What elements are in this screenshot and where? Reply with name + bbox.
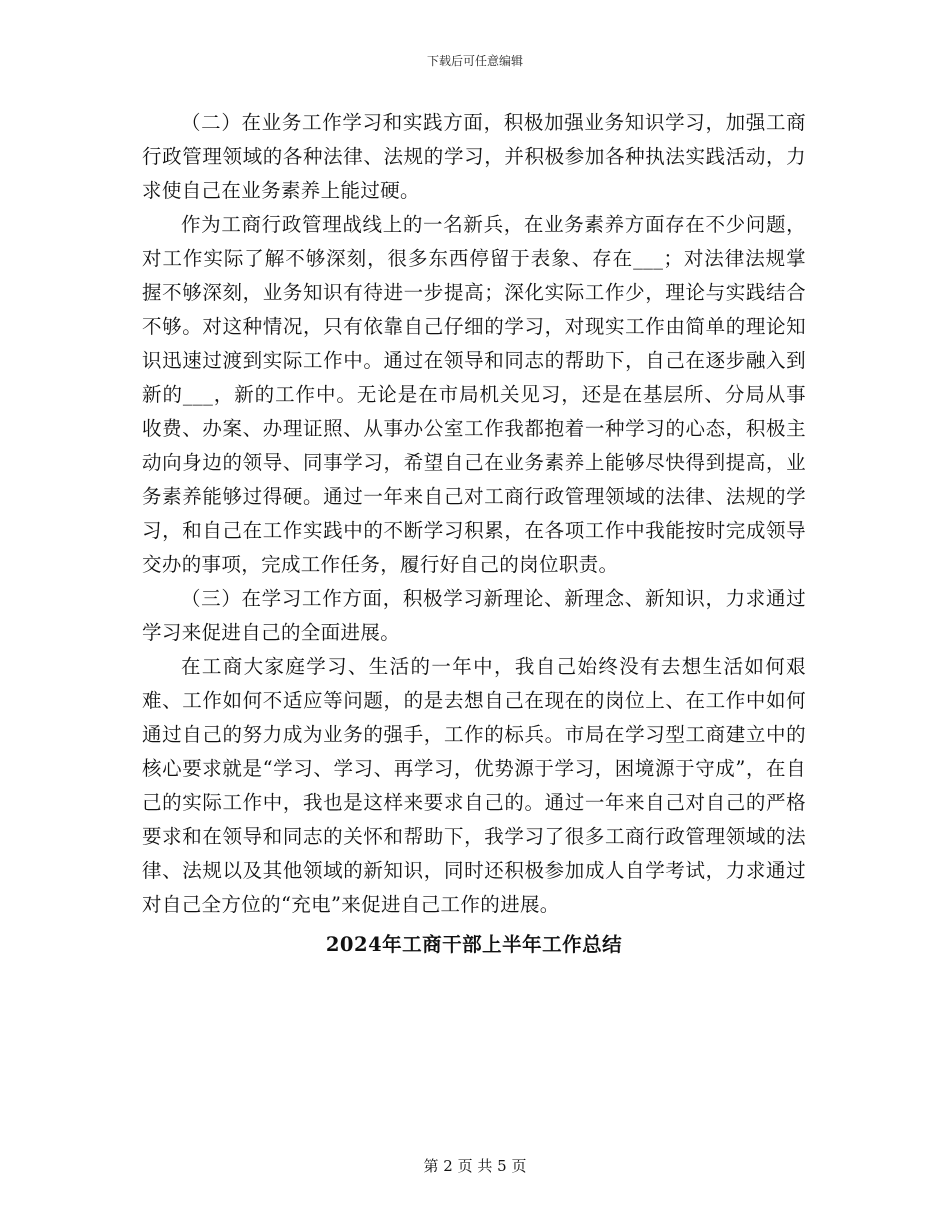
document-body <box>142 106 806 962</box>
section-title: 2024年工商干部上半年工作总结 <box>325 933 623 956</box>
download-note: 下载后可任意编辑 <box>426 54 523 68</box>
paragraph-business-study: （二）在业务工作学习和实践方面，积极加强业务知识学习，加强工商行政管理领域的各种法律、法规的学习，并积极参加各种执法实践活动，力求使自己在业务素养上能过硬。 <box>142 111 806 202</box>
paragraph-new-recruit: 作为工商行政管理战线上的一名新兵，在业务素养方面存在不少问题，对工作实际了解不够深刻，很多东西停留于表象、存在___；对法律法规掌握不够深刻，业务知识有待进一步提高；深化实际工作少，理论与实践结合不够。对这种情况，只有依靠自己仔细的学习，对现实工作由简单的理论知识迅速过渡到实际工作中。通过在领导和同志的帮助下，自己在逐步融入到新的___，新的工作中。无论是在市局机关见习，还是在基层所、分局从事收费、办案、办理证照、从事办公室工作我都抱着一种学习的心态，积极主动向身边的领导、同事学习，希望自己在业务素养上能够尽快得到提高，业务素养能够过得硬。通过一年来自己对工商行政管理领域的法律、法规的学习，和自己在工作实践中的不断学习积累，在各项工作中我能按时完成领导交办的事项，完成工作任务，履行好自己的岗位职责。 <box>142 213 806 576</box>
paragraph-family-life: 在工商大家庭学习、生活的一年中，我自己始终没有去想生活如何艰难、工作如何不适应等问题，的是去想自己在现在的岗位上、在工作中如何通过自己的努力成为业务的强手，工作的标兵。市局在学习型工商建立中的核心要求就是“学习、学习、再学习，优势源于学习，困境源于守成”，在自己的实际工作中，我也是这样来要求自己的。通过一年来自己对自己的严格要求和在领导和同志的关怀和帮助下，我学习了很多工商行政管理领域的法律、法规以及其他领域的新知识，同时还积极参加成人自学考试，力求通过对自己全方位的“充电”来促进自己工作的进展。 <box>142 655 806 916</box>
page-indicator: 第 2 页 共 5 页 <box>423 1157 527 1175</box>
paragraph-learning-work: （三）在学习工作方面，积极学习新理论、新理念、新知识，力求通过学习来促进自己的全面进展。 <box>142 587 806 644</box>
